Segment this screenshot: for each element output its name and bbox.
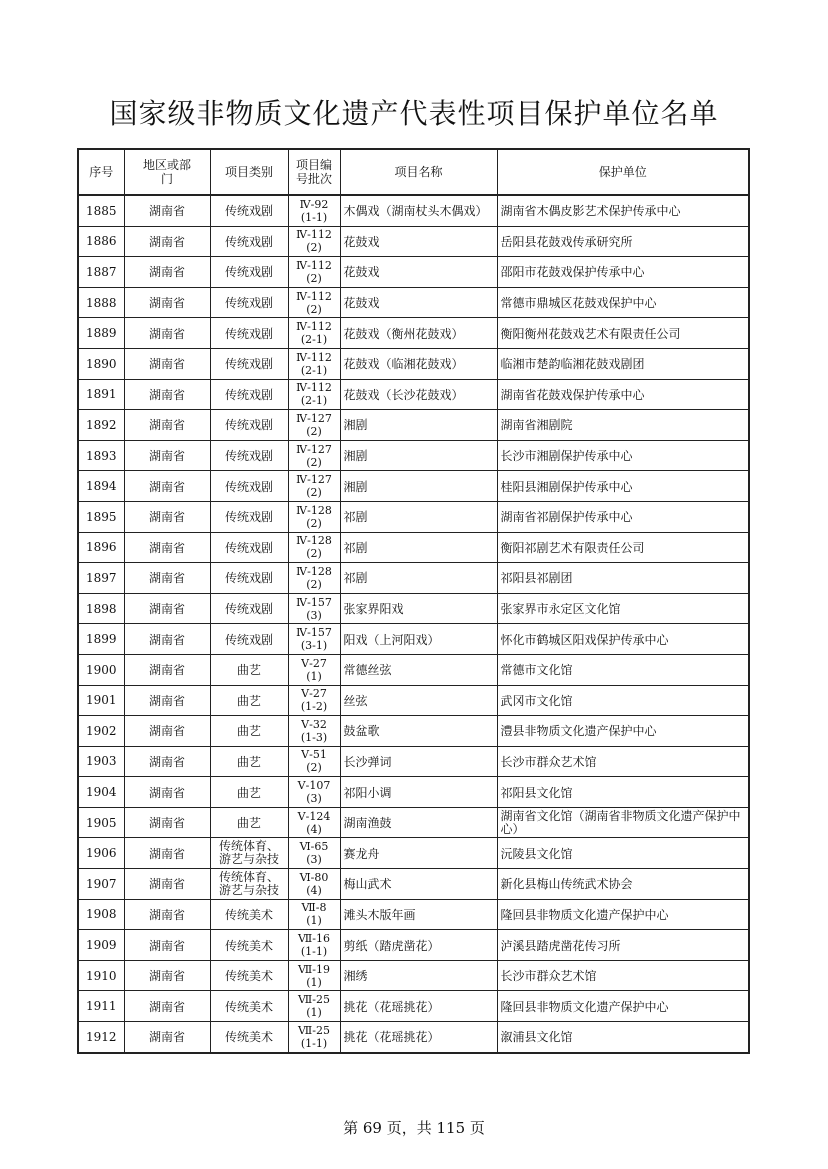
cell-region: 湖南省 <box>124 746 210 777</box>
project-batch: (2) <box>306 241 322 255</box>
project-code: Ⅳ-112 <box>296 228 332 242</box>
cell-category: 传统戏剧 <box>210 593 288 624</box>
cell-code <box>288 991 340 1022</box>
cell-region: 湖南省 <box>124 440 210 471</box>
cell-no: 1912 <box>78 1022 124 1053</box>
cell-name: 花鼓戏 <box>340 257 497 288</box>
project-batch: (3) <box>306 853 322 867</box>
page-title: 国家级非物质文化遗产代表性项目保护单位名单 <box>109 97 719 130</box>
project-code: Ⅳ-112 <box>296 289 332 303</box>
cell-region: 湖南省 <box>124 624 210 655</box>
cell-code <box>288 501 340 532</box>
project-batch: (1) <box>306 914 322 928</box>
project-batch: (1-1) <box>300 945 328 959</box>
cell-region: 湖南省 <box>124 777 210 808</box>
project-batch: (3-1) <box>300 639 328 653</box>
table-row <box>78 991 749 1022</box>
cell-no: 1891 <box>78 379 124 410</box>
cell-no: 1890 <box>78 348 124 379</box>
cell-unit: 岳阳县花鼓戏传承研究所 <box>497 226 749 257</box>
page-number: 第 69 页，共 115 页 <box>343 1119 485 1137</box>
project-batch: (2-1) <box>300 363 328 377</box>
table-row <box>78 348 749 379</box>
cell-category: 传统美术 <box>210 960 288 991</box>
cell-name: 挑花（花瑶挑花） <box>340 1022 497 1053</box>
cell-unit: 常德市鼎城区花鼓戏保护中心 <box>497 287 749 318</box>
cell-no: 1910 <box>78 960 124 991</box>
project-batch: (2) <box>306 302 322 316</box>
cell-no: 1893 <box>78 440 124 471</box>
cell-unit: 邵阳市花鼓戏保护传承中心 <box>497 257 749 288</box>
cell-no: 1888 <box>78 287 124 318</box>
table-row <box>78 624 749 655</box>
cell-no: 1898 <box>78 593 124 624</box>
project-code: Ⅴ-32 <box>301 717 327 731</box>
cell-unit: 张家界市永定区文化馆 <box>497 593 749 624</box>
table-row <box>78 1022 749 1053</box>
table-row <box>78 838 749 869</box>
cell-code <box>288 318 340 349</box>
cell-code <box>288 257 340 288</box>
cell-category: 曲艺 <box>210 777 288 808</box>
cell-name: 张家界阳戏 <box>340 593 497 624</box>
cell-code <box>288 624 340 655</box>
cell-category: 传统戏剧 <box>210 348 288 379</box>
cell-no: 1892 <box>78 410 124 441</box>
cell-region: 湖南省 <box>124 1022 210 1053</box>
project-code: Ⅳ-112 <box>296 350 332 364</box>
cell-no: 1905 <box>78 807 124 838</box>
cell-name: 花鼓戏 <box>340 287 497 318</box>
project-code: Ⅳ-128 <box>296 564 332 578</box>
cell-name: 花鼓戏（临湘花鼓戏） <box>340 348 497 379</box>
cell-category: 传统美术 <box>210 991 288 1022</box>
project-batch: (2) <box>306 455 322 469</box>
header-no: 序号 <box>78 149 124 195</box>
cell-no: 1887 <box>78 257 124 288</box>
table-row <box>78 440 749 471</box>
table-header <box>78 149 749 195</box>
cell-code <box>288 410 340 441</box>
cell-category: 曲艺 <box>210 807 288 838</box>
cell-region: 湖南省 <box>124 807 210 838</box>
cell-code <box>288 379 340 410</box>
project-batch: (2) <box>306 271 322 285</box>
cell-region: 湖南省 <box>124 532 210 563</box>
cell-no: 1899 <box>78 624 124 655</box>
cell-name: 祁阳小调 <box>340 777 497 808</box>
cell-category: 曲艺 <box>210 746 288 777</box>
table-row <box>78 716 749 747</box>
cell-region: 湖南省 <box>124 899 210 930</box>
cell-region: 湖南省 <box>124 287 210 318</box>
cell-region: 湖南省 <box>124 318 210 349</box>
table-row <box>78 960 749 991</box>
cell-name: 花鼓戏（衡州花鼓戏） <box>340 318 497 349</box>
cell-region: 湖南省 <box>124 471 210 502</box>
table-row <box>78 257 749 288</box>
heritage-table <box>77 148 750 1054</box>
cell-name: 祁剧 <box>340 532 497 563</box>
cell-name: 挑花（花瑶挑花） <box>340 991 497 1022</box>
cell-category: 曲艺 <box>210 654 288 685</box>
project-batch: (2) <box>306 424 322 438</box>
table-row <box>78 287 749 318</box>
project-code: Ⅳ-128 <box>296 534 332 548</box>
cell-unit: 长沙市湘剧保护传承中心 <box>497 440 749 471</box>
project-code: Ⅴ-107 <box>297 779 331 793</box>
project-code: Ⅳ-128 <box>296 503 332 517</box>
cell-code <box>288 593 340 624</box>
cell-code <box>288 838 340 869</box>
project-batch: (1-1) <box>300 1036 328 1050</box>
table-row <box>78 563 749 594</box>
table-row <box>78 532 749 563</box>
cell-unit: 溆浦县文化馆 <box>497 1022 749 1053</box>
cell-no: 1906 <box>78 838 124 869</box>
table-row <box>78 930 749 961</box>
project-code: Ⅳ-157 <box>296 626 332 640</box>
table-row <box>78 746 749 777</box>
cell-no: 1889 <box>78 318 124 349</box>
cell-unit: 新化县梅山传统武术协会 <box>497 869 749 900</box>
cell-region: 湖南省 <box>124 563 210 594</box>
cell-code <box>288 746 340 777</box>
cell-category: 传统戏剧 <box>210 287 288 318</box>
project-batch: (1-3) <box>300 730 328 744</box>
cell-region: 湖南省 <box>124 226 210 257</box>
cell-code <box>288 899 340 930</box>
project-code: Ⅵ-80 <box>299 870 329 884</box>
cell-region: 湖南省 <box>124 930 210 961</box>
table-row <box>78 318 749 349</box>
table-row <box>78 654 749 685</box>
cell-no: 1908 <box>78 899 124 930</box>
cell-name: 鼓盆歌 <box>340 716 497 747</box>
cell-unit: 湖南省文化馆（湖南省非物质文化遗产保护中心） <box>497 807 749 838</box>
cell-code <box>288 195 340 226</box>
cell-code <box>288 348 340 379</box>
project-batch: (2-1) <box>300 394 328 408</box>
cell-no: 1900 <box>78 654 124 685</box>
project-code: Ⅵ-65 <box>299 840 329 854</box>
cell-name: 花鼓戏（长沙花鼓戏） <box>340 379 497 410</box>
project-batch: (4) <box>306 883 322 897</box>
project-batch: (1) <box>306 1006 322 1020</box>
cell-no: 1894 <box>78 471 124 502</box>
cell-name: 木偶戏（湖南杖头木偶戏） <box>340 195 497 226</box>
cell-no: 1886 <box>78 226 124 257</box>
cell-unit: 湖南省花鼓戏保护传承中心 <box>497 379 749 410</box>
cell-code <box>288 440 340 471</box>
cell-name: 湘绣 <box>340 960 497 991</box>
cell-region: 湖南省 <box>124 838 210 869</box>
cell-no: 1907 <box>78 869 124 900</box>
cell-no: 1895 <box>78 501 124 532</box>
cell-unit: 衡阳衡州花鼓戏艺术有限责任公司 <box>497 318 749 349</box>
project-code: Ⅴ-27 <box>301 656 327 670</box>
cell-category: 传统美术 <box>210 930 288 961</box>
table-row <box>78 410 749 441</box>
cell-code <box>288 960 340 991</box>
cell-category: 传统体育、游艺与杂技 <box>210 838 288 869</box>
cell-name: 常德丝弦 <box>340 654 497 685</box>
cell-code <box>288 532 340 563</box>
cell-unit: 常德市文化馆 <box>497 654 749 685</box>
project-batch: (1-2) <box>300 700 328 714</box>
cell-category: 传统体育、游艺与杂技 <box>210 869 288 900</box>
cell-region: 湖南省 <box>124 716 210 747</box>
project-code: Ⅶ-19 <box>298 962 330 976</box>
cell-no: 1911 <box>78 991 124 1022</box>
header-code: 项目编号批次 <box>288 149 340 195</box>
project-batch: (1-1) <box>300 210 328 224</box>
cell-name: 花鼓戏 <box>340 226 497 257</box>
project-code: Ⅳ-112 <box>296 381 332 395</box>
cell-region: 湖南省 <box>124 869 210 900</box>
table-row <box>78 471 749 502</box>
table-row <box>78 379 749 410</box>
project-batch: (1) <box>306 669 322 683</box>
project-code: Ⅴ-124 <box>297 809 331 823</box>
cell-category: 传统美术 <box>210 899 288 930</box>
cell-category: 传统戏剧 <box>210 195 288 226</box>
table-row <box>78 869 749 900</box>
cell-name: 滩头木版年画 <box>340 899 497 930</box>
cell-unit: 临湘市楚韵临湘花鼓戏剧团 <box>497 348 749 379</box>
project-code: Ⅳ-157 <box>296 595 332 609</box>
cell-code <box>288 930 340 961</box>
cell-name: 赛龙舟 <box>340 838 497 869</box>
cell-unit: 祁阳县祁剧团 <box>497 563 749 594</box>
table-body <box>78 195 749 1053</box>
cell-no: 1909 <box>78 930 124 961</box>
cell-region: 湖南省 <box>124 654 210 685</box>
cell-region: 湖南省 <box>124 991 210 1022</box>
project-code: Ⅶ-25 <box>298 993 330 1007</box>
cell-unit: 湖南省木偶皮影艺术保护传承中心 <box>497 195 749 226</box>
cell-name: 长沙弹词 <box>340 746 497 777</box>
header-region: 地区或部门 <box>124 149 210 195</box>
cell-no: 1902 <box>78 716 124 747</box>
cell-unit: 桂阳县湘剧保护传承中心 <box>497 471 749 502</box>
cell-name: 湘剧 <box>340 410 497 441</box>
project-code: Ⅴ-27 <box>301 687 327 701</box>
project-batch: (3) <box>306 608 322 622</box>
cell-unit: 长沙市群众艺术馆 <box>497 746 749 777</box>
cell-code <box>288 563 340 594</box>
project-code: Ⅳ-127 <box>296 442 332 456</box>
project-batch: (2-1) <box>300 333 328 347</box>
cell-region: 湖南省 <box>124 685 210 716</box>
table-row <box>78 195 749 226</box>
project-code: Ⅳ-127 <box>296 411 332 425</box>
cell-category: 曲艺 <box>210 716 288 747</box>
cell-code <box>288 654 340 685</box>
cell-category: 传统戏剧 <box>210 257 288 288</box>
project-batch: (1) <box>306 975 322 989</box>
cell-category: 传统戏剧 <box>210 563 288 594</box>
cell-no: 1885 <box>78 195 124 226</box>
project-code: Ⅳ-92 <box>299 197 329 211</box>
cell-code <box>288 807 340 838</box>
project-code: Ⅶ-25 <box>298 1023 330 1037</box>
project-batch: (2) <box>306 577 322 591</box>
project-batch: (2) <box>306 547 322 561</box>
project-code: Ⅳ-127 <box>296 473 332 487</box>
header-unit: 保护单位 <box>497 149 749 195</box>
cell-name: 祁剧 <box>340 563 497 594</box>
cell-region: 湖南省 <box>124 379 210 410</box>
project-batch: (4) <box>306 822 322 836</box>
cell-name: 祁剧 <box>340 501 497 532</box>
cell-unit: 隆回县非物质文化遗产保护中心 <box>497 899 749 930</box>
cell-code <box>288 869 340 900</box>
project-code: Ⅳ-112 <box>296 258 332 272</box>
project-code: Ⅶ-8 <box>301 901 327 915</box>
project-code: Ⅳ-112 <box>296 320 332 334</box>
cell-region: 湖南省 <box>124 195 210 226</box>
cell-region: 湖南省 <box>124 593 210 624</box>
cell-category: 传统戏剧 <box>210 410 288 441</box>
cell-no: 1904 <box>78 777 124 808</box>
cell-unit: 沅陵县文化馆 <box>497 838 749 869</box>
cell-category: 传统戏剧 <box>210 624 288 655</box>
cell-unit: 武冈市文化馆 <box>497 685 749 716</box>
project-batch: (2) <box>306 761 322 775</box>
header-category: 项目类别 <box>210 149 288 195</box>
header-name: 项目名称 <box>340 149 497 195</box>
table-row <box>78 685 749 716</box>
project-batch: (2) <box>306 486 322 500</box>
cell-category: 传统戏剧 <box>210 532 288 563</box>
table-row <box>78 593 749 624</box>
cell-unit: 衡阳祁剧艺术有限责任公司 <box>497 532 749 563</box>
cell-no: 1897 <box>78 563 124 594</box>
cell-name: 阳戏（上河阳戏） <box>340 624 497 655</box>
cell-region: 湖南省 <box>124 410 210 441</box>
project-code: Ⅴ-51 <box>301 748 327 762</box>
cell-name: 梅山武术 <box>340 869 497 900</box>
cell-region: 湖南省 <box>124 348 210 379</box>
table-row <box>78 777 749 808</box>
cell-category: 传统戏剧 <box>210 379 288 410</box>
cell-name: 湘剧 <box>340 440 497 471</box>
cell-code <box>288 226 340 257</box>
cell-code <box>288 287 340 318</box>
cell-no: 1903 <box>78 746 124 777</box>
cell-unit: 湖南省祁剧保护传承中心 <box>497 501 749 532</box>
table-row <box>78 807 749 838</box>
table-row <box>78 501 749 532</box>
cell-name: 丝弦 <box>340 685 497 716</box>
cell-region: 湖南省 <box>124 960 210 991</box>
cell-category: 传统戏剧 <box>210 501 288 532</box>
cell-name: 湖南渔鼓 <box>340 807 497 838</box>
cell-unit: 隆回县非物质文化遗产保护中心 <box>497 991 749 1022</box>
cell-code <box>288 716 340 747</box>
cell-code <box>288 777 340 808</box>
cell-category: 传统戏剧 <box>210 471 288 502</box>
cell-unit: 长沙市群众艺术馆 <box>497 960 749 991</box>
cell-unit: 澧县非物质文化遗产保护中心 <box>497 716 749 747</box>
cell-region: 湖南省 <box>124 257 210 288</box>
cell-code <box>288 471 340 502</box>
cell-unit: 湖南省湘剧院 <box>497 410 749 441</box>
table-row <box>78 899 749 930</box>
project-code: Ⅶ-16 <box>298 932 330 946</box>
cell-unit: 怀化市鹤城区阳戏保护传承中心 <box>497 624 749 655</box>
project-batch: (2) <box>306 516 322 530</box>
cell-code <box>288 685 340 716</box>
project-batch: (3) <box>306 792 322 806</box>
cell-unit: 泸溪县踏虎凿花传习所 <box>497 930 749 961</box>
cell-no: 1896 <box>78 532 124 563</box>
table-row <box>78 226 749 257</box>
cell-no: 1901 <box>78 685 124 716</box>
cell-category: 传统戏剧 <box>210 226 288 257</box>
cell-unit: 祁阳县文化馆 <box>497 777 749 808</box>
cell-category: 曲艺 <box>210 685 288 716</box>
cell-name: 剪纸（踏虎凿花） <box>340 930 497 961</box>
cell-region: 湖南省 <box>124 501 210 532</box>
cell-category: 传统戏剧 <box>210 440 288 471</box>
cell-name: 湘剧 <box>340 471 497 502</box>
cell-category: 传统美术 <box>210 1022 288 1053</box>
cell-code <box>288 1022 340 1053</box>
cell-category: 传统戏剧 <box>210 318 288 349</box>
